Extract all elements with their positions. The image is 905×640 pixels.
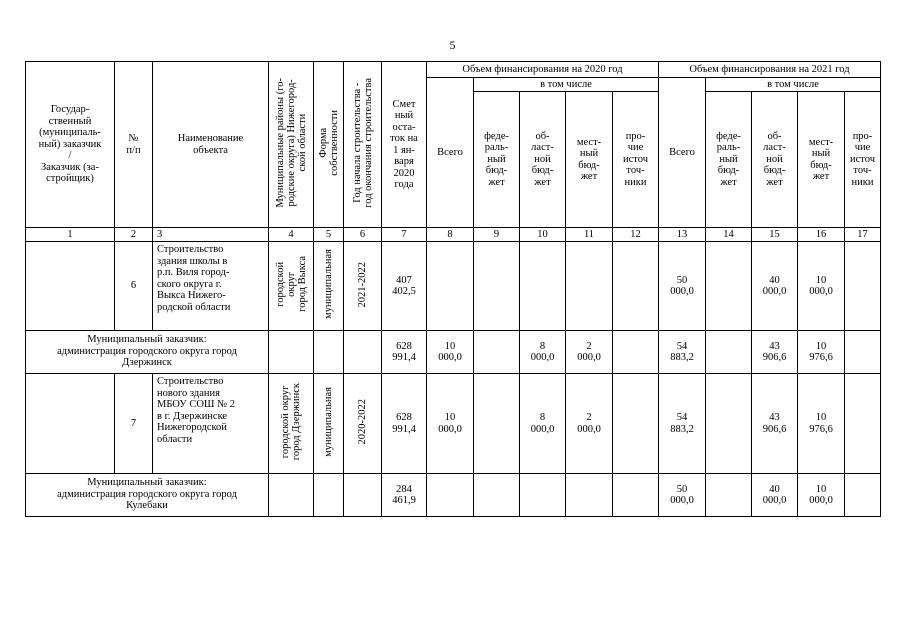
header-fin-2020: Объем финансирования на 2020 год xyxy=(427,62,659,78)
cell-c11 xyxy=(566,242,613,331)
cell-c12 xyxy=(613,474,659,517)
cell-years xyxy=(344,331,382,374)
cell-c9 xyxy=(474,331,520,374)
cell-c14 xyxy=(706,474,752,517)
cell-district xyxy=(269,331,314,374)
cell-balance: 284 461,9 xyxy=(382,474,427,517)
cell-district xyxy=(269,242,314,331)
column-number-11: 11 xyxy=(566,228,613,242)
cell-balance: 628 991,4 xyxy=(382,374,427,474)
header-districts: Муниципальные районы (го- родские округа) Нижегород- ской области xyxy=(269,62,314,228)
header-customer: Государ- ственный (муниципаль- ный) заказчик / Заказчик (за- стройщик) xyxy=(26,62,115,228)
object-row xyxy=(26,374,881,474)
cell-c12 xyxy=(613,331,659,374)
header-incl-2021: в том числе xyxy=(706,78,881,92)
header-incl-2020: в том числе xyxy=(474,78,659,92)
cell-c16: 10 976,6 xyxy=(798,331,845,374)
cell-num: 7 xyxy=(115,374,153,474)
cell-c17 xyxy=(845,474,881,517)
table-header xyxy=(26,62,881,242)
header-other-2021: про- чие источ точ- ники xyxy=(845,92,881,228)
header-years: Год начала строительства - год окончания строительства xyxy=(344,62,382,228)
header-other-2020: про- чие источ точ- ники xyxy=(613,92,659,228)
column-number-13: 13 xyxy=(659,228,706,242)
column-number-7: 7 xyxy=(382,228,427,242)
cell-c17 xyxy=(845,242,881,331)
cell-c8: 10 000,0 xyxy=(427,331,474,374)
cell-c15: 40 000,0 xyxy=(752,474,798,517)
header-federal-2020: феде- раль- ный бюд- жет xyxy=(474,92,520,228)
cell-c12 xyxy=(613,242,659,331)
header-regional-2021: об- ласт- ной бюд- жет xyxy=(752,92,798,228)
header-ownership: Форма собственности xyxy=(314,62,344,228)
cell-ownership xyxy=(314,331,344,374)
header-object-name: Наименование объекта xyxy=(153,62,269,228)
column-number-6: 6 xyxy=(344,228,382,242)
column-number-9: 9 xyxy=(474,228,520,242)
cell-c10: 8 000,0 xyxy=(520,331,566,374)
cell-c9 xyxy=(474,474,520,517)
cell-c14 xyxy=(706,242,752,331)
ownership-text: муниципальная xyxy=(323,386,334,457)
cell-years xyxy=(344,474,382,517)
page-number: 5 xyxy=(449,38,456,52)
column-number-16: 16 xyxy=(798,228,845,242)
column-number-17: 17 xyxy=(845,228,881,242)
column-number-14: 14 xyxy=(706,228,752,242)
cell-c8: 10 000,0 xyxy=(427,374,474,474)
cell-ownership xyxy=(314,374,344,474)
cell-c15: 40 000,0 xyxy=(752,242,798,331)
header-num: № п/п xyxy=(115,62,153,228)
cell-years xyxy=(344,242,382,331)
cell-c11: 2 000,0 xyxy=(566,331,613,374)
cell-c15: 43 906,6 xyxy=(752,374,798,474)
column-number-3: 3 xyxy=(153,228,269,242)
cell-object-name: Строительство здания школы в р.п. Виля город- ского округа г. Выкса Нижего- родской области xyxy=(153,242,269,331)
customer-summary-row xyxy=(26,331,881,374)
cell-c9 xyxy=(474,242,520,331)
cell-c16: 10 000,0 xyxy=(798,242,845,331)
cell-customer xyxy=(26,242,115,331)
cell-c10 xyxy=(520,474,566,517)
ownership-text: муниципальная xyxy=(323,249,334,320)
cell-c14 xyxy=(706,374,752,474)
cell-c8 xyxy=(427,242,474,331)
cell-c16: 10 976,6 xyxy=(798,374,845,474)
years-text: 2020-2022 xyxy=(357,399,368,445)
cell-c11: 2 000,0 xyxy=(566,374,613,474)
cell-customer-label: Муниципальный заказчик: администрация городского округа город Дзержинск xyxy=(26,331,269,374)
district-text: городской округ город Дзержинск xyxy=(280,383,302,461)
column-number-5: 5 xyxy=(314,228,344,242)
years-text: 2021-2022 xyxy=(357,261,368,307)
financing-table xyxy=(25,61,881,517)
cell-balance: 407 402,5 xyxy=(382,242,427,331)
cell-c9 xyxy=(474,374,520,474)
column-number-2: 2 xyxy=(115,228,153,242)
cell-c8 xyxy=(427,474,474,517)
cell-customer-label: Муниципальный заказчик: администрация городского округа город Кулебаки xyxy=(26,474,269,517)
cell-c13: 54 883,2 xyxy=(659,374,706,474)
cell-ownership xyxy=(314,474,344,517)
cell-c17 xyxy=(845,374,881,474)
cell-customer xyxy=(26,374,115,474)
table-body xyxy=(26,242,881,517)
cell-years xyxy=(344,374,382,474)
cell-object-name: Строительство нового здания МБОУ СОШ № 2 в г. Дзержинске Нижегородской области xyxy=(153,374,269,474)
cell-c10: 8 000,0 xyxy=(520,374,566,474)
cell-ownership xyxy=(314,242,344,331)
column-number-10: 10 xyxy=(520,228,566,242)
cell-c11 xyxy=(566,474,613,517)
header-balance: Смет ный оста- ток на 1 ян- варя 2020 года xyxy=(382,62,427,228)
header-federal-2021: феде- раль- ный бюд- жет xyxy=(706,92,752,228)
cell-district xyxy=(269,374,314,474)
column-number-15: 15 xyxy=(752,228,798,242)
column-number-1: 1 xyxy=(26,228,115,242)
district-text: городской округ город Выкса xyxy=(274,256,308,313)
cell-c16: 10 000,0 xyxy=(798,474,845,517)
cell-district xyxy=(269,474,314,517)
header-regional-2020: об- ласт- ной бюд- жет xyxy=(520,92,566,228)
column-number-12: 12 xyxy=(613,228,659,242)
header-local-2020: мест- ный бюд- жет xyxy=(566,92,613,228)
cell-balance: 628 991,4 xyxy=(382,331,427,374)
cell-c13: 50 000,0 xyxy=(659,242,706,331)
header-total-2021: Всего xyxy=(659,78,706,228)
cell-c12 xyxy=(613,374,659,474)
cell-c17 xyxy=(845,331,881,374)
cell-c15: 43 906,6 xyxy=(752,331,798,374)
column-numbers-row xyxy=(26,228,881,242)
header-fin-2021: Объем финансирования на 2021 год xyxy=(659,62,881,78)
header-total-2020: Всего xyxy=(427,78,474,228)
cell-c14 xyxy=(706,331,752,374)
cell-c13: 54 883,2 xyxy=(659,331,706,374)
object-row xyxy=(26,242,881,331)
header-local-2021: мест- ный бюд- жет xyxy=(798,92,845,228)
customer-summary-row xyxy=(26,474,881,517)
cell-c13: 50 000,0 xyxy=(659,474,706,517)
cell-num: 6 xyxy=(115,242,153,331)
cell-c10 xyxy=(520,242,566,331)
column-number-8: 8 xyxy=(427,228,474,242)
column-number-4: 4 xyxy=(269,228,314,242)
